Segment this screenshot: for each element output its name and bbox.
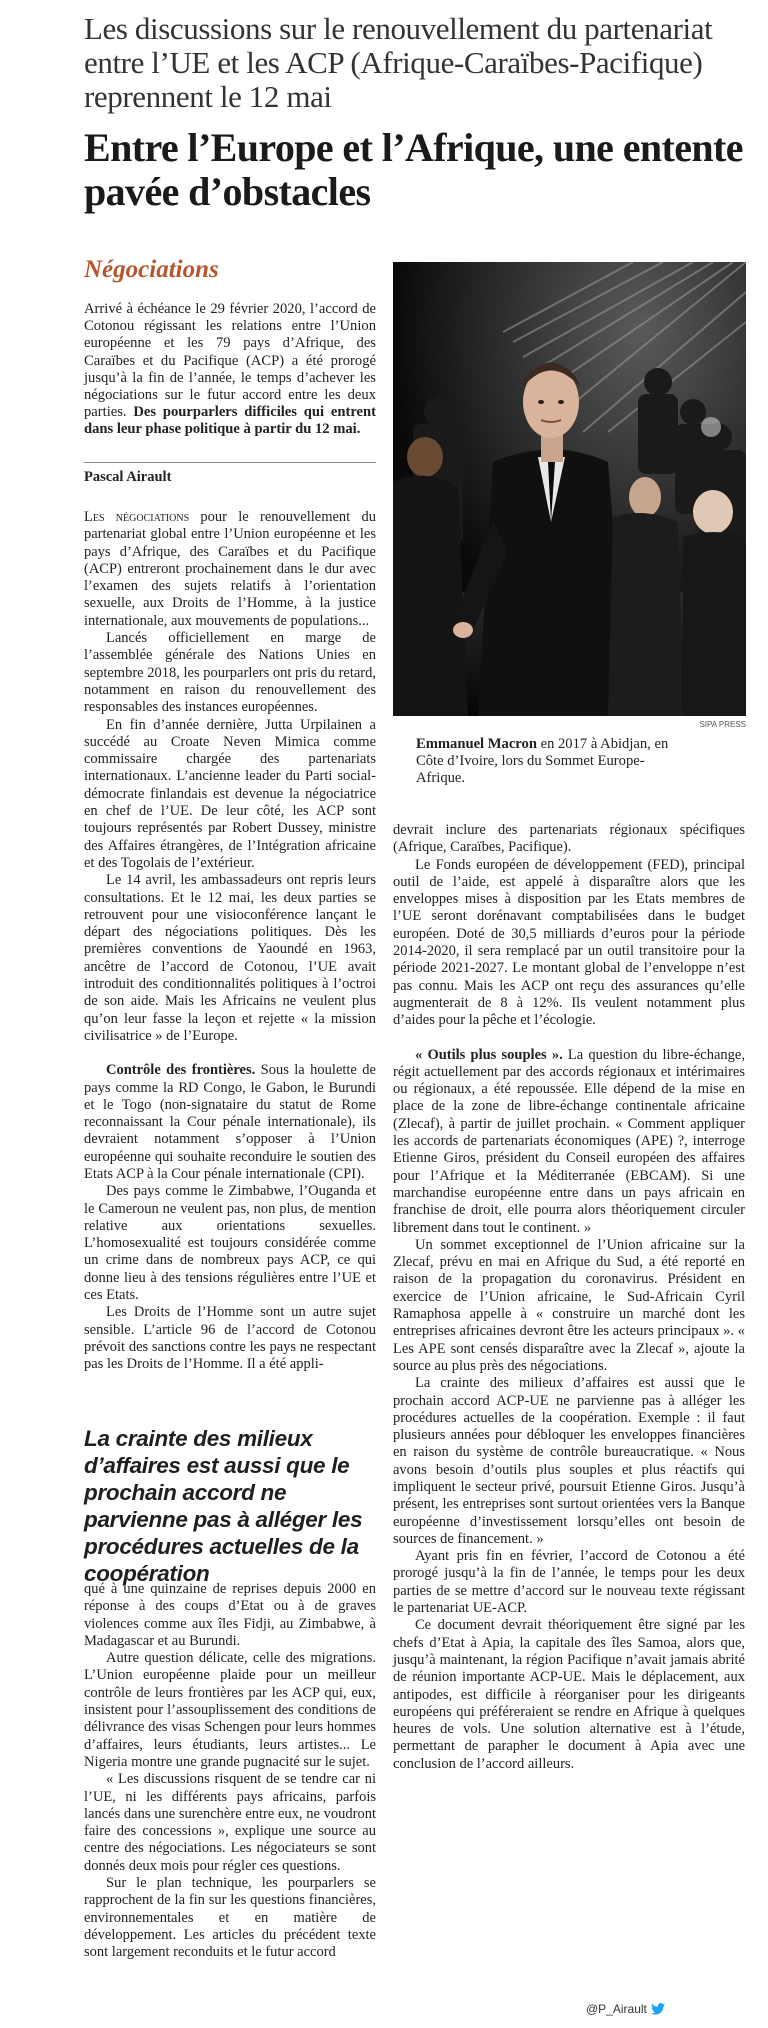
body-paragraph: Des pays comme le Zimbabwe, l’Ouganda et le Cameroun ne veulent pas, non plus, de mention relative aux orientations sexuelles. L’homosexualité est toujours considérée comme un crime dans de nombreux pays ACP, ce qui donne lieu à des tensions régulières entre l’UE et ces Etats. bbox=[84, 1183, 376, 1304]
paragraph-text: La question du libre-échange, régit actuellement par des accords régionaux et intérimaires ou régionaux, a été repoussée. Elle dépend de la mise en place de la zone de libre-échange continentale africaine (Zlecaf), à partir de juillet prochain. « Comment appliquer les accords de partenariats économiques (APE) ?, interroge Etienne Giros, président du Conseil européen des affaires pour l’Afrique et la Méditerranée (EBCAM). Si une marchandise européenne entre dans un pays africain en franchise de droit, elle pourra alors théoriquement circuler librement dans tout le continent. » bbox=[393, 1046, 745, 1236]
author-divider bbox=[84, 462, 376, 463]
section-heading: Contrôle des frontières. bbox=[106, 1062, 256, 1079]
photo-illustration bbox=[393, 262, 746, 716]
article-headline: Entre l’Europe et l’Afrique, une entente pavée d’obstacles bbox=[84, 125, 743, 214]
body-paragraph: Un sommet exceptionnel de l’Union africaine sur la Zlecaf, prévu en mai en Afrique du Sud, a été reporté en raison de la propagation du coronavirus. Président en exercice de l’Union africaine, le Sud-Africain Cyril Ramaphosa appelle à « construire un marché dont les entreprises africaines devront être les acteurs principaux ». « Les APE sont censés disparaître avec la Zlecaf », ajoute la source au plus près des négociations. bbox=[393, 1236, 745, 1374]
section-heading: « Outils plus souples ». bbox=[415, 1046, 563, 1063]
body-paragraph: En fin d’année dernière, Jutta Urpilainen a succédé au Croate Neven Mimica comme commissaire chargée des partenariats internationaux. L’ancienne leader du Parti social-démocrate finlandais est devenue la négociatrice en chef de l’UE. De leur côté, les ACP sont toujours représentés par Robert Dussey, ministre des Affaires étrangères, de l’Intégration africaine et des Togolais de l’extérieur. bbox=[84, 716, 376, 871]
body-column-left-bottom bbox=[84, 1581, 376, 1962]
section-gap bbox=[393, 1030, 745, 1047]
body-paragraph: devrait inclure des partenariats régionaux spécifiques (Afrique, Caraïbes, Pacifique). bbox=[393, 822, 745, 856]
standfirst-bold: Des pourparlers difficiles qui entrent dans leur phase politique à partir du 12 mai. bbox=[84, 404, 376, 438]
body-paragraph: Le Fonds européen de développement (FED), principal outil de l’aide, est appelé à disparaître alors que les enveloppes mises à disposition par les Etats membres de l’UE seront dorénavant comptabilisées dans le budget européen. Doté de 30,5 milliards d’euros pour la période 2014-2020, il sera remplacé par un outil transitoire pour la période 2021-2027. Le montant global de l’enveloppe n’est pas connu. Mais les ACP ont reçu des assurances qu’elle augmenterait de 8 à 12%. Ils veulent notamment plus d’aides pour la pêche et l’écologie. bbox=[393, 856, 745, 1029]
article-standfirst bbox=[84, 301, 376, 439]
paragraph-text: pour le renouvellement du partenariat global entre l’Union européenne et les pays d’Afrique, des Caraïbes et du Pacifique (ACP) entreront prochainement dans le dur avec l’examen des sujets relatifs à l’orientation sexuelle, aux Droits de l’Homme, à la justice internationale, aux mouvements de populations... bbox=[84, 509, 376, 629]
body-paragraph bbox=[84, 1062, 376, 1183]
paragraph-text: Sous la houlette de pays comme la RD Congo, le Gabon, le Burundi et le Togo (non-signataire du statut de Rome reconnaissant la Cour pénale internationale), ils devraient notamment s’opposer à l’Union européenne qui souhaite reconduire le soutien des Etats ACP à la Cour pénale internationale (CPI). bbox=[84, 1062, 376, 1182]
article-rubric: Négociations bbox=[84, 256, 219, 283]
body-column-left-top bbox=[84, 509, 376, 1374]
body-paragraph: Lancés officiellement en marge de l’assemblée générale des Nations Unies en septembre 2018, les pourparlers ont pris du retard, notamment en raison du renouvellement des responsables des instances européennes. bbox=[84, 630, 376, 716]
photo-caption bbox=[416, 736, 686, 787]
body-paragraph: Ayant pris fin en février, l’accord de Cotonou a été prorogé jusqu’à la fin de l’année, le temps pour les deux parties de se mettre d’accord sur le nouveau texte régissant le partenariat UE-ACP. bbox=[393, 1548, 745, 1617]
article-surtitle: Les discussions sur le renouvellement du partenariat entre l’UE et les ACP (Afrique-Caraïbes-Pacifique) reprennent le 12 mai bbox=[84, 11, 713, 114]
body-paragraph: « Les discussions risquent de se tendre car ni l’UE, ni les différents pays africains, parfois lancés dans une surenchère entre eux, ne voudront faire des concessions », explique une source au centre des négociations. Les négociateurs se sont donnés deux mois pour régler ces questions. bbox=[84, 1771, 376, 1874]
body-paragraph: Ce document devrait théoriquement être signé par les chefs d’Etat à Apia, la capitale des îles Samoa, alors que, jusqu’à maintenant, la région Pacifique n’avait jamais abrité de réunion importante ACP-UE. Mais le déplacement, aux antipodes, est difficile à réorganiser pour les dirigeants européens qui préféreraient se rendre en Afrique à quelques heures de vols. Une solution alternative est à l’étude, permettant de parapher le document à Apia avec une conclusion de l’accord ailleurs. bbox=[393, 1617, 745, 1772]
body-paragraph bbox=[393, 1047, 745, 1237]
body-paragraph: La crainte des milieux d’affaires est aussi que le prochain accord ACP-UE ne parvienne pas à alléger les procédures actuelles de la coopération. Exemple : il faut plusieurs années pour débloquer les enveloppes financières en raison du système de contrôle bureaucratique. « Nous avons besoin d’outils plus souples et plus réactifs qui impliquent le secteur privé, poursuit Etienne Giros. Jusqu’à présent, les entreprises sont surtout orientées vers la Banque européenne d’investissement lorsqu’elles ont besoin de sources de financement. » bbox=[393, 1375, 745, 1547]
lead-in: Les négociations bbox=[84, 509, 190, 525]
body-paragraph: Les Droits de l’Homme sont un autre sujet sensible. L’article 96 de l’accord de Cotonou prévoit des sanctions contre les pays ne respectant pas les Droits de l’Homme. Il a été appli- bbox=[84, 1304, 376, 1373]
body-column-right bbox=[393, 822, 745, 1773]
standfirst-text: Arrivé à échéance le 29 février 2020, l’accord de Cotonou régissant les relations entre l’Union européenne et les 79 pays d’Afrique, des Caraïbes et du Pacifique (ACP) a été prorogé jusqu’à la fin de l’année, le temps d’achever les négociations sur le futur accord entre les deux parties. bbox=[84, 301, 376, 421]
caption-name: Emmanuel Macron bbox=[416, 736, 537, 752]
twitter-handle[interactable]: @P_Airault bbox=[586, 2002, 647, 2016]
author-twitter[interactable] bbox=[586, 2002, 665, 2016]
body-paragraph bbox=[84, 509, 376, 630]
section-gap bbox=[84, 1045, 376, 1062]
twitter-bird-icon bbox=[651, 2003, 665, 2015]
body-paragraph: Le 14 avril, les ambassadeurs ont repris leurs consultations. Et le 12 mai, les deux parties se retrouvent pour une visioconférence lançant le départ des négociations politiques. Dès les premières conventions de Yaoundé en 1963, ancêtre de l’accord de Cotonou, l’UE avait introduit des conditionnalités politiques à l’octroi de son aide. Mais les Africains ne veulent plus qu’on leur fasse la leçon et rejette « la mission civilisatrice » de l’Europe. bbox=[84, 872, 376, 1044]
photo-credit: SIPA PRESS bbox=[699, 720, 746, 729]
body-paragraph: Autre question délicate, celle des migrations. L’Union européenne plaide pour un meilleur contrôle de leurs frontières par les ACP qui, eux, insistent pour l’assouplissement des conditions de délivrance des visas Schengen pour leurs hommes d’affaires, leurs étudiants, leurs artistes... Le Nigeria montre une grande pugnacité sur le sujet. bbox=[84, 1650, 376, 1770]
article-author: Pascal Airault bbox=[84, 469, 172, 485]
caption-text: en 2017 à Abidjan, en Côte d’Ivoire, lors du Sommet Europe-Afrique. bbox=[416, 736, 669, 786]
article-photo bbox=[393, 262, 746, 716]
body-paragraph: Sur le plan technique, les pourparlers se rapprochent de la fin sur les questions financières, environnementales et en matière de développement. Les articles du précédent texte sont largement reconduits et le futur accord bbox=[84, 1875, 376, 1961]
pull-quote: La crainte des milieux d’affaires est aussi que le prochain accord ne parvienne pas à alléger les procédures actuelles de la coopération bbox=[84, 1426, 363, 1586]
body-paragraph: qué à une quinzaine de reprises depuis 2000 en réponse à des coups d’Etat ou à de graves violences comme aux îles Fidji, au Zimbabwe, à Madagascar et au Burundi. bbox=[84, 1581, 376, 1649]
